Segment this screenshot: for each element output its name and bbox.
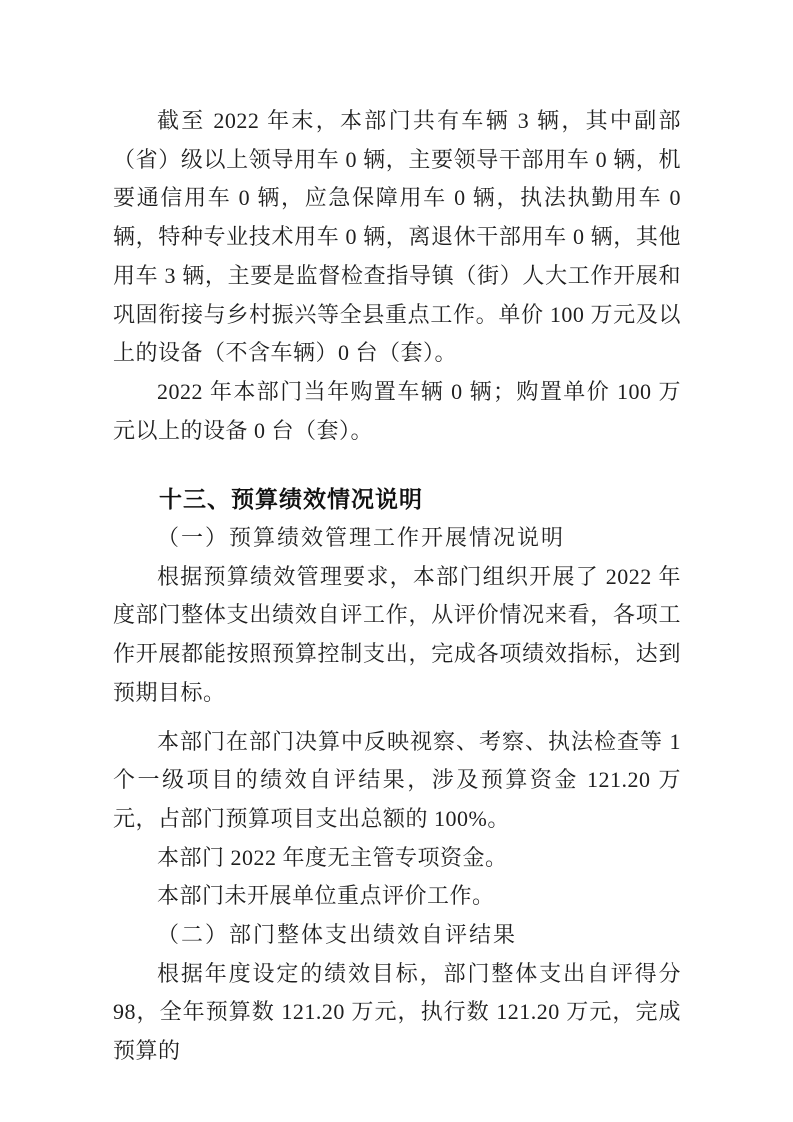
subsection-heading-2-overall-expenditure-result: （二）部门整体支出绩效自评结果 (157, 922, 518, 948)
paragraph-performance-overview: 根据预算绩效管理要求，本部门组织开展了 2022 年度部门整体支出绩效自评工作，从评价情况来看，各项工作开展都能按照预算控制支出，完成各项绩效指标，达到预期目标。 (113, 563, 681, 705)
paragraph-project-self-evaluation: 本部门在部门决算中反映视察、考察、执法检查等 1 个一级项目的绩效自评结果，涉及预算资金 121.20 万元，占部门预算项目支出总额的 100%。 (113, 728, 681, 831)
paragraph-no-special-funds: 本部门 2022 年度无主管专项资金。 (157, 844, 508, 870)
paragraph-no-key-evaluation: 本部门未开展单位重点评价工作。 (157, 883, 495, 909)
section-heading-13-budget-performance: 十三、预算绩效情况说明 (159, 486, 423, 513)
subsection-heading-1-performance-management: （一）预算绩效管理工作开展情况说明 (157, 525, 566, 551)
paragraph-vehicle-purchase: 2022 年本部门当年购置车辆 0 辆；购置单价 100 万元以上的设备 0 台（套）。 (113, 378, 681, 443)
paragraph-vehicle-inventory: 截至 2022 年末，本部门共有车辆 3 辆，其中副部（省）级以上领导用车 0 辆，主要领导干部用车 0 辆，机要通信用车 0 辆，应急保障用车 0 辆，执法执勤用车 0 辆，特种专业技术用车 0 辆，离退休干部用车 0 辆，其他用车 3 辆，主要是监督检查指导镇（街）人大工作开展和巩固衔接与乡村振兴等全县重点工作。单价 100 万元及以上的设备（不含车辆）0 台（套）。 (113, 108, 681, 366)
paragraph-self-evaluation-score: 根据年度设定的绩效目标，部门整体支出自评得分 98，全年预算数 121.20 万元，执行数 121.20 万元，完成预算的 (113, 960, 681, 1064)
